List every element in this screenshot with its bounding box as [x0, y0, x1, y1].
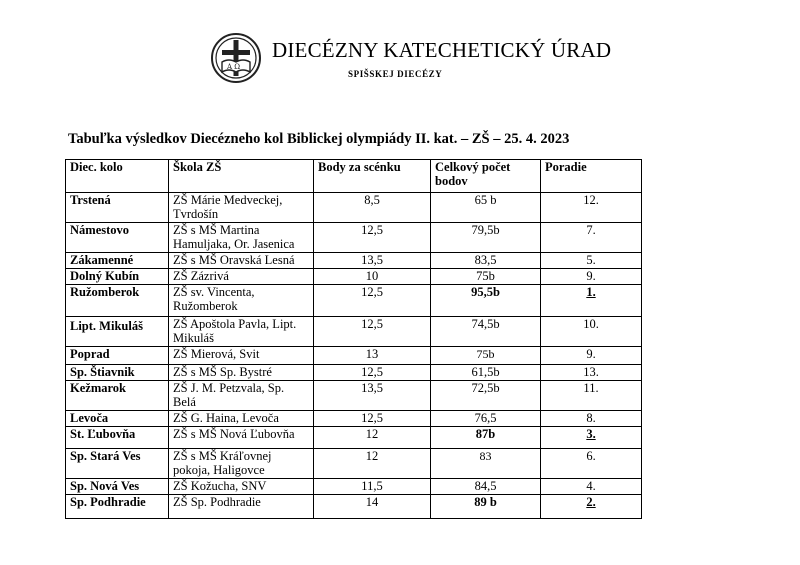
document-title: Tabuľka výsledkov Diecézneho kol Biblickej olympiády II. kat. – ZŠ – 25. 4. 2023	[68, 131, 570, 147]
rank-cell: 12.	[541, 193, 642, 223]
school-cell: ZŠ Zázrivá	[169, 269, 314, 285]
rank-cell: 2.	[541, 495, 642, 519]
total-points-cell: 75b	[431, 347, 541, 365]
table-row	[66, 479, 642, 495]
rank-cell: 9.	[541, 269, 642, 285]
katechetical-office-logo-icon	[210, 32, 262, 84]
school-cell: ZŠ G. Haina, Levoča	[169, 411, 314, 427]
scene-points-cell: 12	[314, 449, 431, 479]
total-points-cell: 87b	[431, 427, 541, 449]
table-row	[66, 317, 642, 347]
school-cell: ZŠ s MŠ Nová Ľubovňa	[169, 427, 314, 449]
table-row	[66, 347, 642, 365]
scene-points-cell: 12,5	[314, 285, 431, 317]
total-points-cell: 75b	[431, 269, 541, 285]
school-cell: ZŠ J. M. Petzvala, Sp. Belá	[169, 381, 314, 411]
table-row	[66, 427, 642, 449]
table-row	[66, 285, 642, 317]
letterhead	[210, 30, 612, 90]
school-cell: ZŠ s MŠ Oravská Lesná	[169, 253, 314, 269]
school-cell: ZŠ Apoštola Pavla, Lipt. Mikuláš	[169, 317, 314, 347]
scene-points-cell: 12,5	[314, 365, 431, 381]
header-total-points: Celkový počet bodov	[431, 160, 541, 193]
table-row	[66, 411, 642, 427]
scene-points-cell: 12	[314, 427, 431, 449]
results-table-body	[66, 193, 642, 519]
table-row	[66, 193, 642, 223]
scene-points-cell: 13,5	[314, 253, 431, 269]
school-cell: ZŠ s MŠ Kráľovnej pokoja, Haligovce	[169, 449, 314, 479]
school-cell: ZŠ s MŠ Martina Hamuljaka, Or. Jasenica	[169, 223, 314, 253]
total-points-cell: 74,5b	[431, 317, 541, 347]
table-row	[66, 253, 642, 269]
region-cell: Sp. Nová Ves	[66, 479, 169, 495]
rank-cell: 11.	[541, 381, 642, 411]
scene-points-cell: 10	[314, 269, 431, 285]
school-cell: ZŠ Sp. Podhradie	[169, 495, 314, 519]
school-cell: ZŠ Mierová, Svit	[169, 347, 314, 365]
organization-title: DIECÉZNY KATECHETICKÝ ÚRAD	[272, 38, 612, 62]
region-cell: Ružomberok	[66, 285, 169, 317]
region-cell: Trstená	[66, 193, 169, 223]
total-points-cell: 84,5	[431, 479, 541, 495]
rank-cell: 9.	[541, 347, 642, 365]
rank-cell: 4.	[541, 479, 642, 495]
header-scene-points: Body za scénku	[314, 160, 431, 193]
rank-cell: 3.	[541, 427, 642, 449]
results-table-header	[66, 160, 642, 193]
school-cell: ZŠ Márie Medveckej, Tvrdošín	[169, 193, 314, 223]
header-school: Škola ZŠ	[169, 160, 314, 193]
rank-cell: 8.	[541, 411, 642, 427]
total-points-cell: 76,5	[431, 411, 541, 427]
school-cell: ZŠ Kožucha, SNV	[169, 479, 314, 495]
total-points-cell: 83,5	[431, 253, 541, 269]
region-cell: Sp. Podhradie	[66, 495, 169, 519]
region-cell: Námestovo	[66, 223, 169, 253]
total-points-cell: 89 b	[431, 495, 541, 519]
school-cell: ZŠ sv. Vincenta, Ružomberok	[169, 285, 314, 317]
rank-cell: 7.	[541, 223, 642, 253]
region-cell: Kežmarok	[66, 381, 169, 411]
region-cell: St. Ľubovňa	[66, 427, 169, 449]
table-row	[66, 365, 642, 381]
logo-lettering: A Ω	[227, 63, 241, 71]
organization-subtitle: SPIŠSKEJ DIECÉZY	[348, 69, 443, 79]
table-row	[66, 495, 642, 519]
scene-points-cell: 12,5	[314, 411, 431, 427]
total-points-cell: 79,5b	[431, 223, 541, 253]
region-cell: Dolný Kubín	[66, 269, 169, 285]
table-row	[66, 269, 642, 285]
header-rank: Poradie	[541, 160, 642, 193]
scene-points-cell: 13,5	[314, 381, 431, 411]
rank-cell: 1.	[541, 285, 642, 317]
table-row	[66, 223, 642, 253]
region-cell: Zákamenné	[66, 253, 169, 269]
total-points-cell: 61,5b	[431, 365, 541, 381]
rank-cell: 5.	[541, 253, 642, 269]
scene-points-cell: 12,5	[314, 317, 431, 347]
scene-points-cell: 13	[314, 347, 431, 365]
rank-cell: 13.	[541, 365, 642, 381]
region-cell: Sp. Stará Ves	[66, 449, 169, 479]
rank-cell: 10.	[541, 317, 642, 347]
school-cell: ZŠ s MŠ Sp. Bystré	[169, 365, 314, 381]
rank-cell: 6.	[541, 449, 642, 479]
region-cell: Lipt. Mikuláš	[66, 317, 169, 347]
results-table	[65, 159, 642, 519]
total-points-cell: 72,5b	[431, 381, 541, 411]
table-row	[66, 381, 642, 411]
region-cell: Poprad	[66, 347, 169, 365]
scene-points-cell: 12,5	[314, 223, 431, 253]
table-row	[66, 449, 642, 479]
total-points-cell: 65 b	[431, 193, 541, 223]
region-cell: Sp. Štiavnik	[66, 365, 169, 381]
region-cell: Levoča	[66, 411, 169, 427]
total-points-cell: 83	[431, 449, 541, 479]
scene-points-cell: 11,5	[314, 479, 431, 495]
total-points-cell: 95,5b	[431, 285, 541, 317]
scene-points-cell: 14	[314, 495, 431, 519]
scene-points-cell: 8,5	[314, 193, 431, 223]
header-region: Diec. kolo	[66, 160, 169, 193]
